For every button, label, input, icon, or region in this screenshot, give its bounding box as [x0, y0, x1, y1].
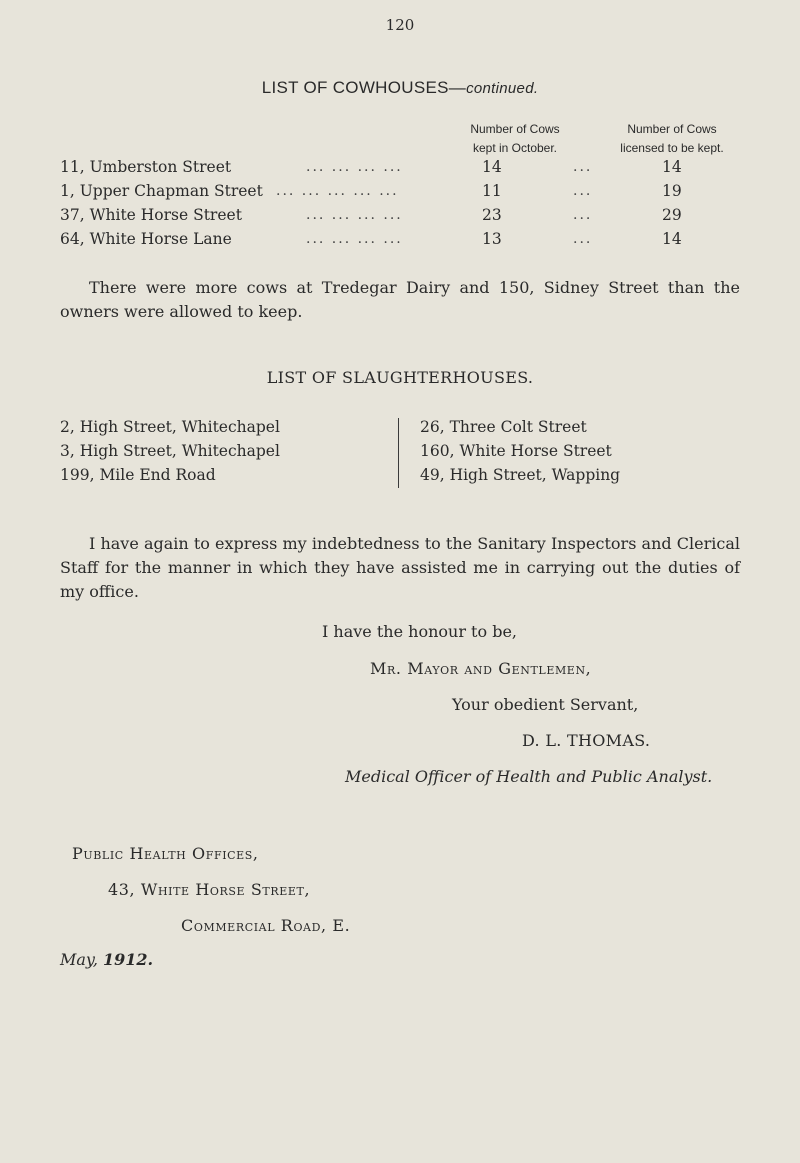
list-item: 3, High Street, Whitechapel — [60, 442, 280, 460]
row-separator-dots: ... — [573, 159, 593, 175]
cowhouses-title-suffix: continued. — [466, 80, 539, 97]
column-header-kept-line1: Number of Cows — [470, 122, 560, 136]
row-kept: 14 — [482, 158, 502, 176]
signature-role: Medical Officer of Health and Public Analyst. — [345, 767, 713, 786]
column-header-licensed-line1: Number of Cows — [627, 122, 717, 136]
column-header-kept — [440, 120, 590, 158]
row-leader-dots: ... ... ... ... ... — [276, 183, 399, 199]
page-number: 120 — [385, 16, 415, 34]
list-item: 199, Mile End Road — [60, 466, 216, 484]
row-address: 11, Umberston Street — [60, 158, 232, 176]
list-item: 2, High Street, Whitechapel — [60, 418, 280, 436]
row-licensed: 14 — [662, 230, 682, 248]
row-licensed: 29 — [662, 206, 682, 224]
cowhouses-note: There were more cows at Tredegar Dairy and 150, Sidney Street than the owners were allowed to keep. — [60, 278, 740, 321]
address-line-3: Commercial Road, E. — [181, 916, 351, 935]
cowhouses-title-main: LIST OF COWHOUSES— — [261, 78, 467, 97]
row-licensed: 14 — [662, 158, 682, 176]
row-kept: 11 — [482, 182, 502, 200]
column-header-kept-line2: kept in October. — [472, 141, 558, 155]
closing-salutation: Mr. Mayor and Gentlemen, — [370, 659, 592, 678]
date-year: 1912. — [103, 950, 154, 969]
row-address: 37, White Horse Street — [60, 206, 242, 224]
row-separator-dots: ... — [573, 207, 593, 223]
row-licensed: 19 — [662, 182, 682, 200]
list-item: 49, High Street, Wapping — [420, 466, 621, 484]
address-line-2: 43, White Horse Street, — [108, 880, 311, 899]
date-month: May, — [60, 950, 104, 969]
row-kept: 13 — [482, 230, 502, 248]
list-item: 26, Three Colt Street — [420, 418, 587, 436]
cowhouses-title — [0, 78, 800, 98]
closing-honour: I have the honour to be, — [322, 622, 517, 641]
column-header-licensed-line2: licensed to be kept. — [620, 141, 724, 155]
row-address: 1, Upper Chapman Street — [60, 182, 263, 200]
list-item: 160, White Horse Street — [420, 442, 612, 460]
row-leader-dots: ... ... ... ... — [306, 207, 403, 223]
row-kept: 23 — [482, 206, 502, 224]
row-address: 64, White Horse Lane — [60, 230, 232, 248]
address-line-1: Public Health Offices, — [72, 844, 259, 863]
closing-servant: Your obedient Servant, — [452, 695, 639, 714]
slaughterhouses-title: LIST OF SLAUGHTERHOUSES. — [266, 368, 534, 387]
column-divider — [398, 418, 399, 488]
row-leader-dots: ... ... ... ... — [306, 159, 403, 175]
row-separator-dots: ... — [573, 183, 593, 199]
letter-date — [60, 950, 153, 969]
row-leader-dots: ... ... ... ... — [306, 231, 403, 247]
column-header-licensed — [592, 120, 752, 158]
row-separator-dots: ... — [573, 231, 593, 247]
signature-name: D. L. THOMAS. — [522, 731, 651, 750]
closing-paragraph: I have again to express my indebtedness to the Sanitary Inspectors and Clerical Staff for the manner in which they have assisted me in carrying out the duties of my office. — [60, 534, 740, 601]
